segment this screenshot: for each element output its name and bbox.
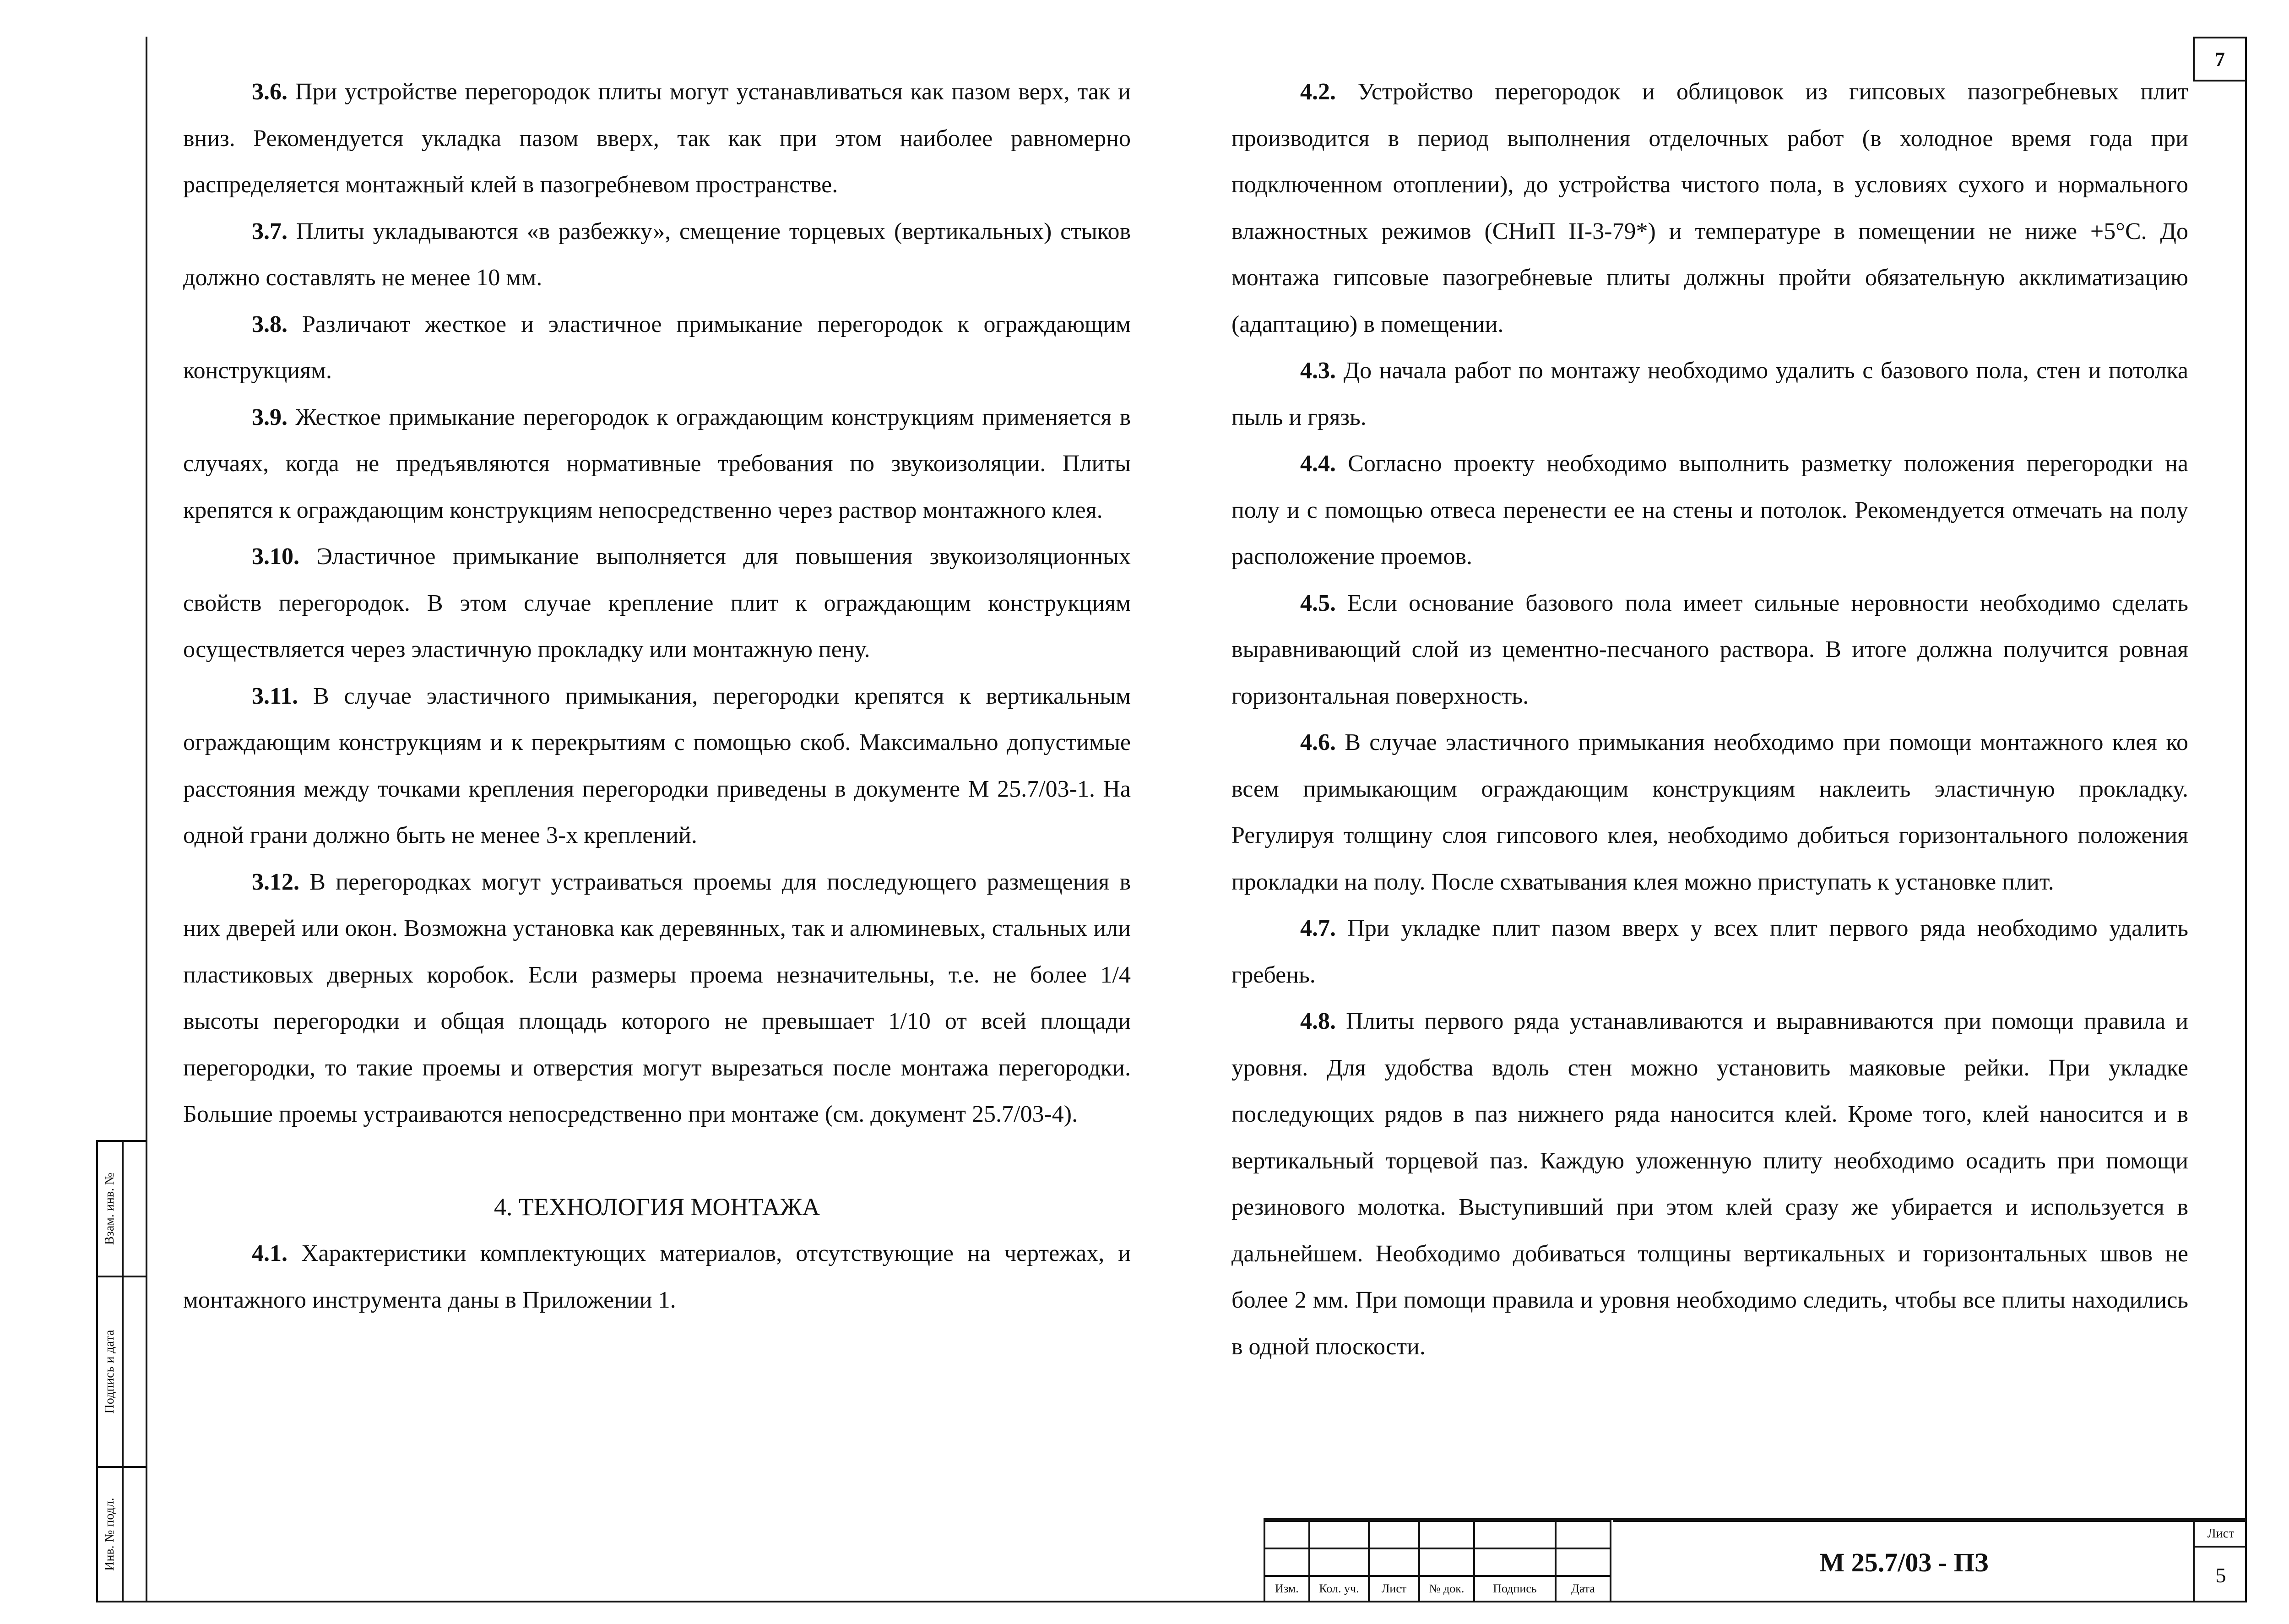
- stamp-podpis-cell: [96, 1276, 147, 1468]
- paragraph-text: Плиты первого ряда устанавливаются и выравниваются при помощи правила и уровня. Для удобства вдоль стен можно установить маяковые рейки. При укладке последующих рядов в паз нижнего ряда наносится клей. Кроме того, клей наносится и в вертикальный торцевой паз. Каждую уложенную плиту необходимо осадить при помощи резинового молотка. Выступивший при этом клей сразу же убирается и используется в дальнейшем. Необходимо добиваться толщины вертикальных и горизонтальных швов не более 2 мм. При помощи правила и уровня необходимо следить, чтобы все плиты находились в одной плоскости.: [1231, 1008, 2188, 1360]
- paragraph: [183, 1230, 1131, 1323]
- stamp-podpis-label: Подпись и дата: [103, 1330, 117, 1414]
- paragraph-number: 3.10.: [252, 543, 299, 570]
- paragraph-text: При устройстве перегородок плиты могут устанавливаться как пазом верх, так и вниз. Рекомендуется укладка пазом вверх, так как при этом наиболее равномерно распределяется монтажный клей в пазогребневом пространстве.: [183, 79, 1131, 198]
- paragraph-text: Устройство перегородок и облицовок из гипсовых пазогребневых плит производится в период выполнения отделочных работ (в холодное время года при подключенном отоплении), до устройства чистого пола, в условиях сухого и нормального влажностных режимов (СНиП II-3-79*) и температуре в помещении не ниже +5°С. До монтажа гипсовые пазогребневые плиты должны пройти обязательную акклиматизацию (адаптацию) в помещении.: [1231, 79, 2188, 337]
- paragraph-number: 4.2.: [1300, 79, 1336, 105]
- paragraph-number: 3.11.: [252, 683, 298, 709]
- paragraph-number: 4.4.: [1300, 451, 1336, 477]
- paragraph: [183, 394, 1131, 534]
- paragraph-number: 4.3.: [1300, 358, 1336, 384]
- paragraph-number: 3.6.: [252, 79, 287, 105]
- tb-header-kol: Кол. уч.: [1319, 1582, 1359, 1595]
- stamp-vzam-label: Взам. инв. №: [103, 1173, 117, 1245]
- paragraph-text: При укладке плит пазом вверх у всех плит первого ряда необходимо удалить гребень.: [1231, 915, 2189, 988]
- sheet-cell: [2193, 1520, 2247, 1602]
- paragraph: [1231, 440, 2188, 580]
- paragraph-text: До начала работ по монтажу необходимо удалить с базового пола, стен и потолка пыль и грязь.: [1231, 358, 2189, 430]
- tb-header-izm: Изм.: [1275, 1582, 1299, 1595]
- paragraph-text: В случае эластичного примыкания необходимо при помощи монтажного клея ко всем примыкающим ограждающим конструкциям наклеить эластичную прокладку. Регулируя толщину слоя гипсового клея, необходимо добиться горизонтального положения прокладки на полу. После схватывания клея можно приступать к установке плит.: [1231, 729, 2188, 895]
- paragraph: [183, 533, 1131, 673]
- paragraph: [1231, 348, 2188, 440]
- paragraph-text: Плиты укладываются «в разбежку», смещение торцевых (вертикальных) стыков должно составлять не менее 10 мм.: [183, 218, 1131, 291]
- paragraph-number: 4.8.: [1300, 1008, 1336, 1034]
- paragraph-text: В перегородках могут устраиваться проемы для последующего размещения в них дверей или окон. Возможна установка как деревянных, так и алюминевых, стальных или пластиковых дверных коробок. Если размеры проема незначительны, т.е. не более 1/4 высоты перегородки и общая площадь которого не превышает 1/10 от всей площади перегородки, то такие проемы и отверстия могут вырезаться после монтажа перегородки. Большие проемы устраиваются непосредственно при монтаже (см. документ 25.7/03-4).: [183, 869, 1131, 1127]
- paragraph: [183, 859, 1131, 1138]
- paragraph: [183, 208, 1131, 301]
- tb-header-doc: № док.: [1429, 1582, 1465, 1595]
- frame-right-border: [2245, 78, 2247, 1602]
- paragraph: [183, 673, 1131, 859]
- paragraph-text: Если основание базового пола имеет сильные неровности необходимо сделать выравнивающий слой из цементно-песчаного раствора. В итоге должна получится ровная горизонтальная поверхность.: [1231, 590, 2188, 709]
- right-column: [1231, 69, 2188, 1370]
- tb-header-data: Дата: [1571, 1582, 1595, 1595]
- paragraph-number: 3.12.: [252, 869, 299, 895]
- paragraph: [183, 301, 1131, 394]
- paragraph: [1231, 719, 2188, 905]
- paragraph: [1231, 905, 2188, 998]
- paragraph-number: 3.9.: [252, 404, 287, 430]
- sheet-label: Лист: [2195, 1522, 2247, 1548]
- left-column: [183, 69, 1131, 1323]
- paragraph-number: 3.7.: [252, 218, 287, 244]
- paragraph: [1231, 69, 2188, 348]
- stamp-inv-cell: [96, 1466, 147, 1602]
- paragraph-number: 4.6.: [1300, 729, 1336, 755]
- stamp-vzam-cell: [96, 1140, 147, 1277]
- stamp-inv-label: Инв. № подл.: [103, 1498, 117, 1571]
- paragraph-text: Согласно проекту необходимо выполнить разметку положения перегородки на полу и с помощью отвеса перенести ее на стены и потолок. Рекомендуется отмечать на полу расположение проемов.: [1231, 451, 2188, 570]
- top-page-number: 7: [2193, 37, 2247, 81]
- tb-header-podpis: Подпись: [1493, 1582, 1537, 1595]
- title-block: [1264, 1520, 2247, 1602]
- paragraph-text: Эластичное примыкание выполняется для повышения звукоизоляционных свойств перегородок. В этом случае крепление плит к ограждающим конструкциям осуществляется через эластичную прокладку или монтажную пену.: [183, 543, 1131, 663]
- stamp-strip: [96, 1140, 147, 1602]
- title-block-grid: [1264, 1520, 1611, 1602]
- paragraph: [1231, 580, 2188, 720]
- paragraph: [1231, 998, 2188, 1370]
- tb-header-list: Лист: [1381, 1582, 1407, 1595]
- sheet-number: 5: [2215, 1563, 2226, 1587]
- document-code: М 25.7/03 - ПЗ: [1613, 1520, 2195, 1602]
- paragraph-text: Жесткое примыкание перегородок к ограждающим конструкциям применяется в случаях, когда не предъявляются нормативные требования по звукоизоляции. Плиты крепятся к ограждающим конструкциям непосредственно через раствор монтажного клея.: [183, 404, 1131, 523]
- paragraph-text: В случае эластичного примыкания, перегородки крепятся к вертикальным ограждающим конструкциям и к перекрытиям с помощью скоб. Максимально допустимые расстояния между точками крепления перегородки приведены в документе М 25.7/03-1. На одной грани должно быть не менее 3-х креплений.: [183, 683, 1131, 848]
- section-heading: 4. ТЕХНОЛОГИЯ МОНТАЖА: [494, 1193, 820, 1221]
- paragraph-number: 3.8.: [252, 311, 287, 337]
- paragraph-number: 4.7.: [1300, 915, 1336, 941]
- paragraph-text: Характеристики комплектующих материалов, отсутствующие на чертежах, и монтажного инструмента даны в Приложении 1.: [183, 1240, 1131, 1313]
- paragraph-number: 4.1.: [252, 1240, 287, 1266]
- paragraph-number: 4.5.: [1300, 590, 1336, 616]
- paragraph-text: Различают жесткое и эластичное примыкание перегородок к ограждающим конструкциям.: [183, 311, 1131, 384]
- paragraph: [183, 69, 1131, 208]
